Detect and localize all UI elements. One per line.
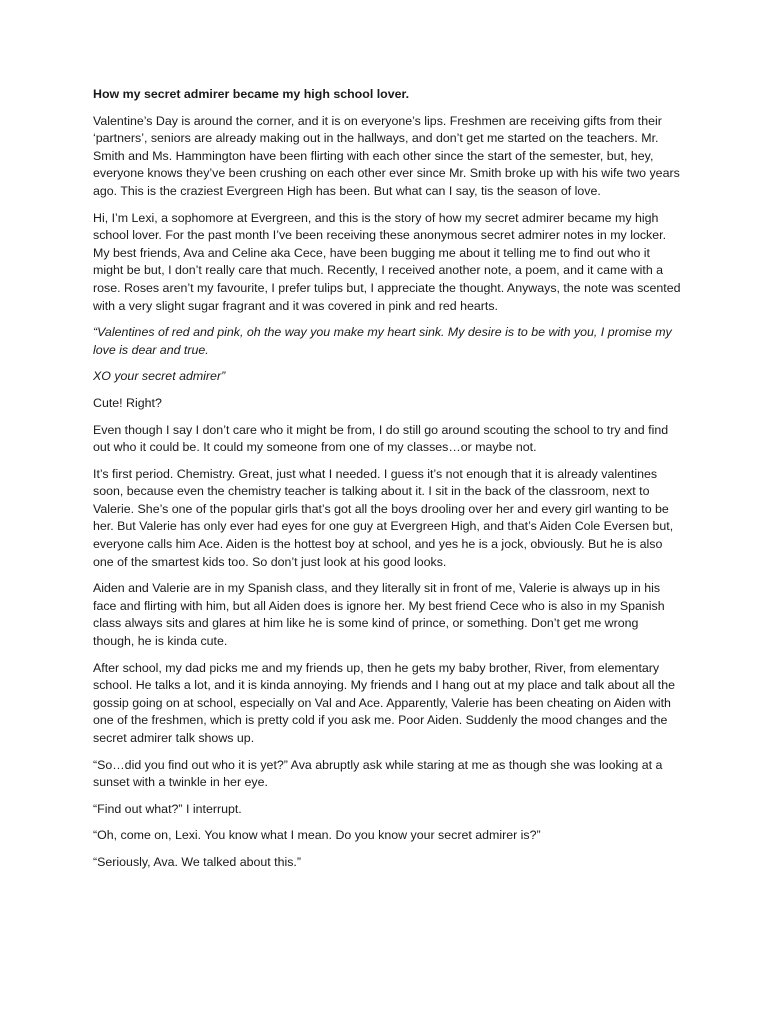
paragraph: After school, my dad picks me and my friends up, then he gets my baby brother, River, from elementary school. He talks a lot, and it is kinda annoying. My friends and I hang out at my place and talk about all the gossip going on at school, especially on Val and Ace. Apparently, Valerie has been cheating on Aiden with one of the freshmen, which is pretty cold if you ask me. Poor Aiden. Suddenly the mood changes and the secret admirer talk shows up. [93,660,676,745]
paragraph: Valentine’s Day is around the corner, and it is on everyone’s lips. Freshmen are receiving gifts from their ‘partners’, seniors are already making out in the hallways, and don’t get me started on the teachers. Mr. Smith and Ms. Hammington have been flirting with each other since the start of the semester, but, hey, everyone knows they’ve been crushing on each other ever since Mr. Smith broke up with his wife two years ago. This is the craziest Evergreen High has been. But what can I say, tis the season of love. [93,113,680,198]
dialogue-paragraph: “Oh, come on, Lexi. You know what I mean. Do you know your secret admirer is?” [93,828,541,843]
document-body [93,113,683,872]
dialogue-paragraph: “So…did you find out who it is yet?” Ava abruptly ask while staring at me as though she was looking at a sunset with a twinkle in her eye. [93,757,663,790]
poem-signature: XO your secret admirer” [93,369,226,384]
dialogue-paragraph: “Find out what?” I interrupt. [93,801,242,816]
paragraph: Cute! Right? [93,395,162,410]
poem-paragraph: “Valentines of red and pink, oh the way you make my heart sink. My desire is to be with you, I promise my love is dear and true. [93,325,672,357]
document-title: How my secret admirer became my high school lover. [93,87,410,101]
paragraph: Hi, I’m Lexi, a sophomore at Evergreen, and this is the story of how my secret admirer became my high school lover. For the past month I’ve been receiving these anonymous secret admirer notes in my locker. My best friends, Ava and Celine aka Cece, have been bugging me about it telling me to find out who it might be but, I don’t really care that much. Recently, I received another note, a poem, and it came with a rose. Roses aren’t my favourite, I prefer tulips but, I appreciate the thought. Anyways, the note was scented with a very slight sugar fragrant and it was covered in pink and red hearts. [93,210,681,313]
document-page [93,86,683,881]
dialogue-paragraph: “Seriously, Ava. We talked about this.” [93,854,301,869]
paragraph: Aiden and Valerie are in my Spanish class, and they literally sit in front of me, Valerie is always up in his face and flirting with him, but all Aiden does is ignore her. My best friend Cece who is also in my Spanish class always sits and glares at him like he is some kind of prince, or something. Don’t get me wrong though, he is kinda cute. [93,581,665,649]
paragraph: Even though I say I don’t care who it might be from, I do still go around scouting the school to try and find out who it could be. It could my someone from one of my classes…or maybe not. [93,422,669,455]
paragraph: It’s first period. Chemistry. Great, just what I needed. I guess it’s not enough that it is already valentines soon, because even the chemistry teacher is talking about it. I sit in the back of the classroom, next to Valerie. She’s one of the popular girls that’s got all the boys drooling over her and every girl wanting to be her. But Valerie has only ever had eyes for one guy at Evergreen High, and that’s Aiden Cole Eversen but, everyone calls him Ace. Aiden is the hottest boy at school, and yes he is a jock, obviously. But he is also one of the smartest kids too. So don’t just look at his good looks. [93,466,674,569]
